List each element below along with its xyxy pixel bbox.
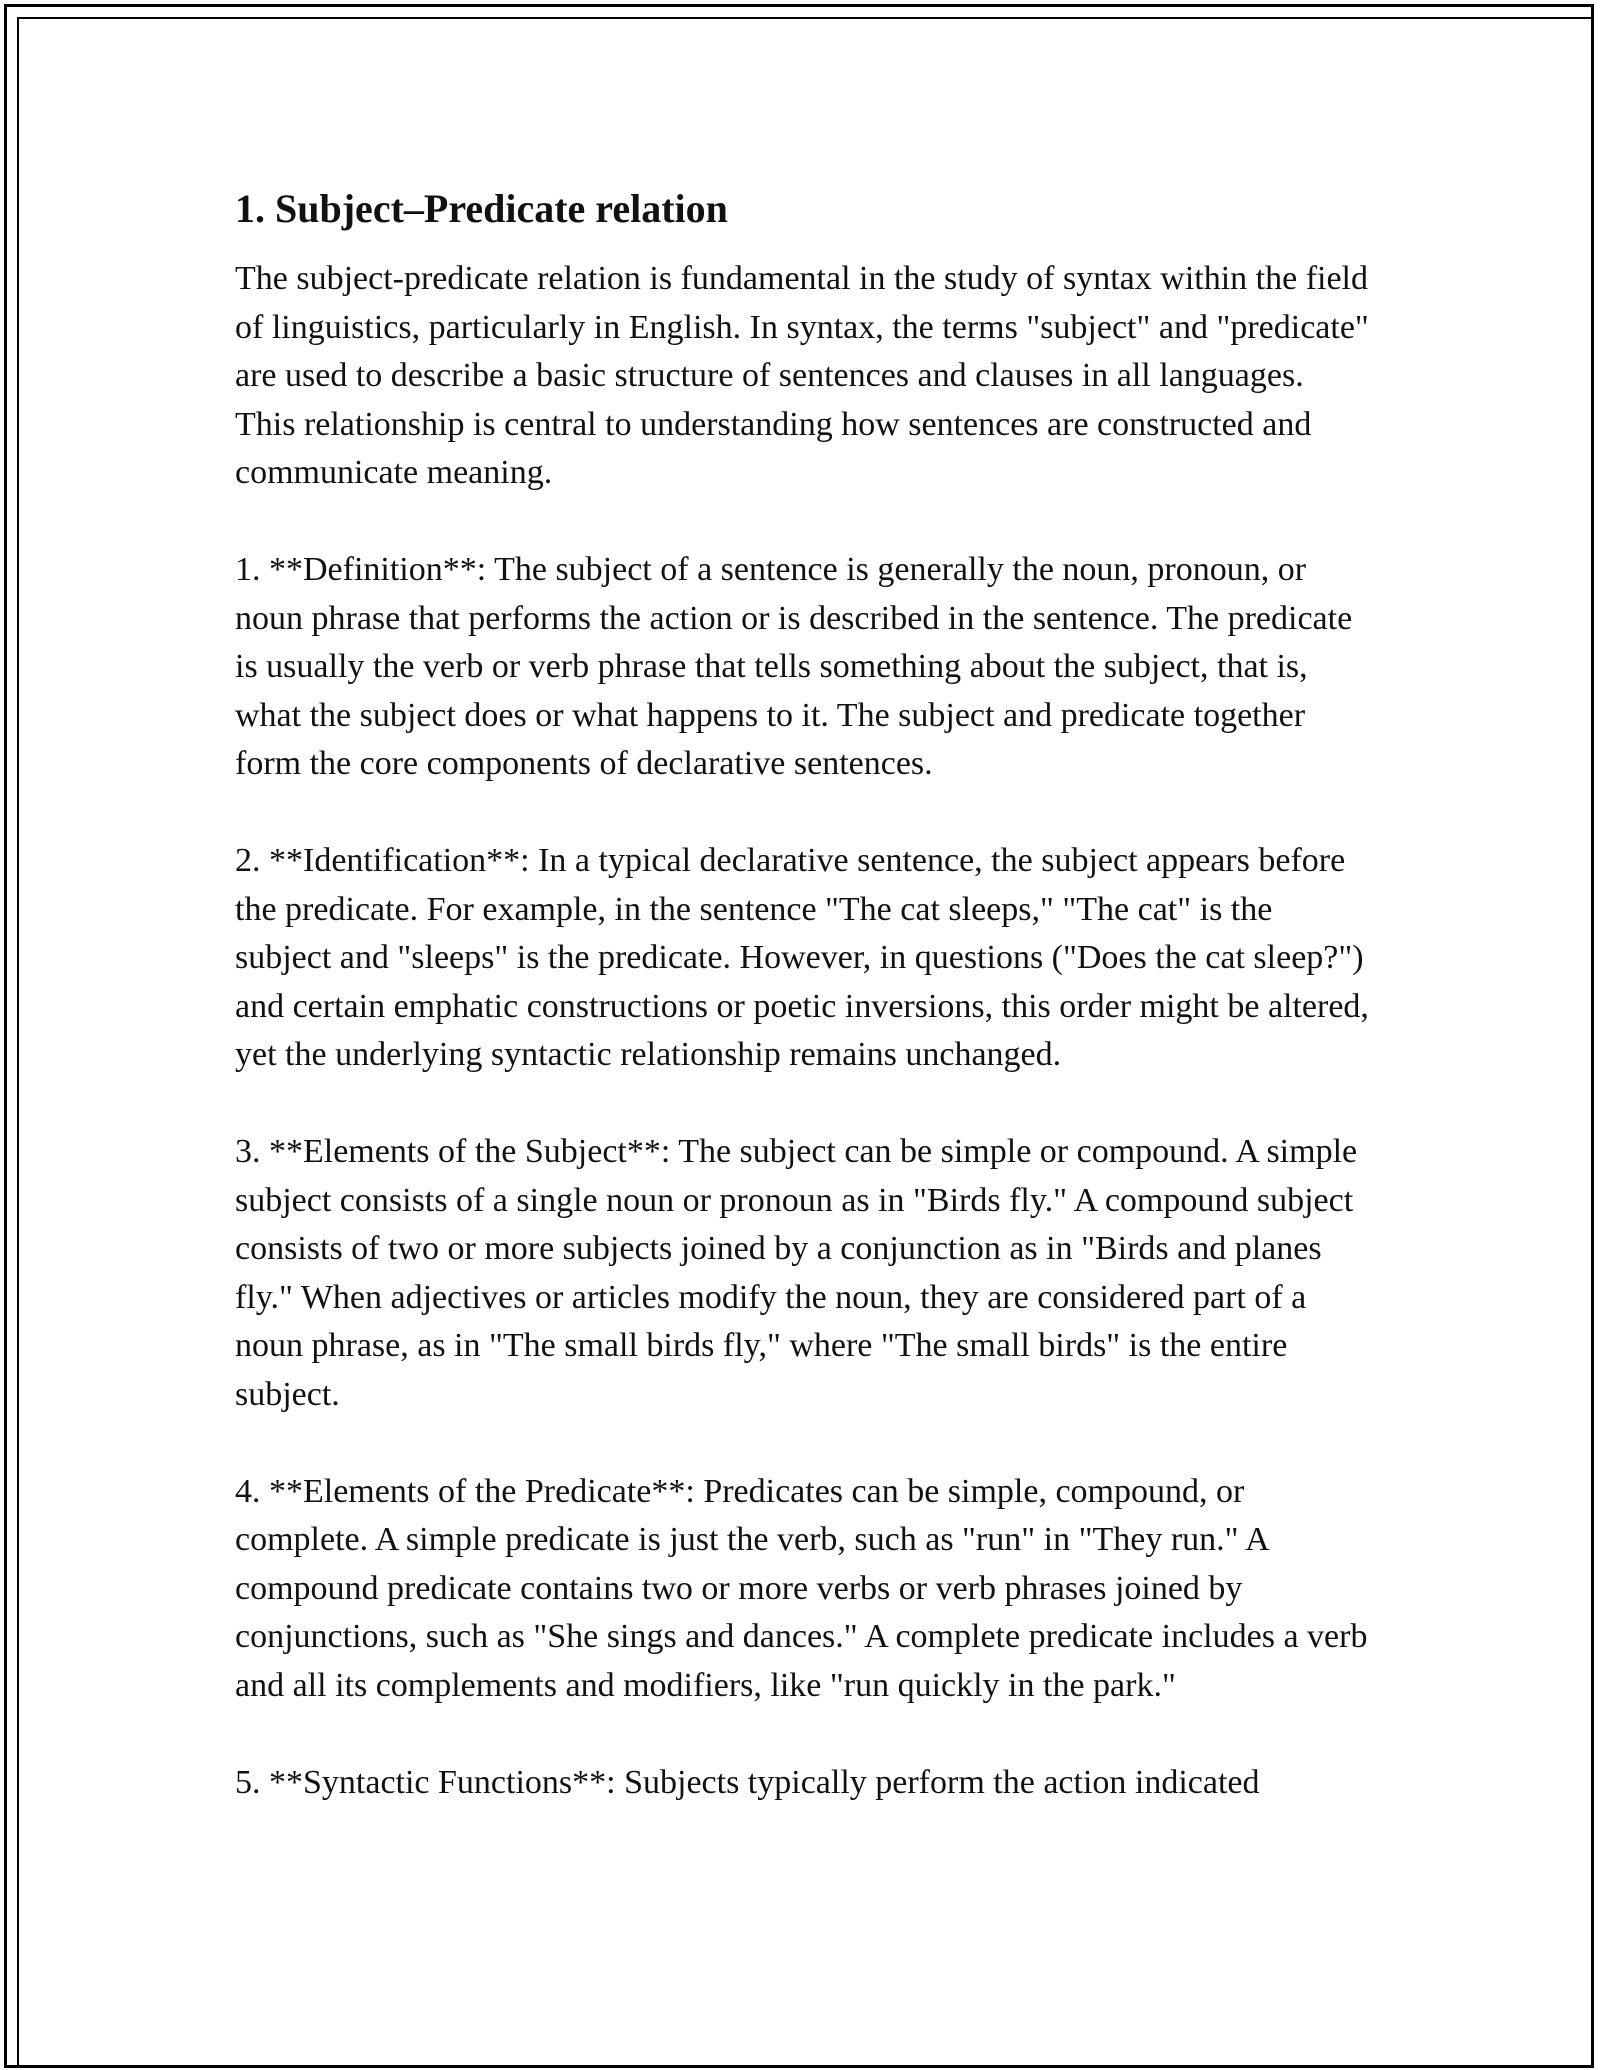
definition-paragraph: 1. **Definition**: The subject of a sentence is generally the noun, pronoun, or noun phrase that performs the action or is described in the sentence. The predicate is usually the verb or verb phrase that tells something about the subject, that is, what the subject does or what happens to it. The subject and predicate together form the core components of declarative sentences. xyxy=(235,551,1353,782)
syntactic-functions-paragraph: 5. **Syntactic Functions**: Subjects typically perform the action indicated xyxy=(235,1763,1260,1801)
section-heading: 1. Subject–Predicate relation xyxy=(235,186,728,231)
identification-paragraph: 2. **Identification**: In a typical declarative sentence, the subject appears before the predicate. For example, in the sentence "The cat sleeps," "The cat" is the subject and "sleeps" is the predicate. However, in questions ("Does the cat sleep?") and certain emphatic constructions or poetic inversions, this order might be altered, yet the underlying syntactic relationship remains unchanged. xyxy=(235,842,1369,1073)
predicate-elements-paragraph: 4. **Elements of the Predicate**: Predicates can be simple, compound, or complete. A simple predicate is just the verb, such as "run" in "They run." A compound predicate contains two or more verbs or verb phrases joined by conjunctions, such as "She sings and dances." A complete predicate includes a verb and all its complements and modifiers, like "run quickly in the park." xyxy=(235,1472,1368,1704)
intro-paragraph: The subject-predicate relation is fundamental in the study of syntax within the field of linguistics, particularly in English. In syntax, the terms "subject" and "predicate" are used to describe a basic structure of sentences and clauses in all languages. This relationship is central to understanding how sentences are constructed and communicate meaning. xyxy=(235,260,1369,491)
subject-elements-paragraph: 3. **Elements of the Subject**: The subject can be simple or compound. A simple subject consists of a single noun or pronoun as in "Birds fly." A compound subject consists of two or more subjects joined by a conjunction as in "Birds and planes fly." When adjectives or articles modify the noun, they are considered part of a noun phrase, as in "The small birds fly," where "The small birds" is the entire subject. xyxy=(235,1133,1358,1413)
document-body xyxy=(235,185,1370,1856)
